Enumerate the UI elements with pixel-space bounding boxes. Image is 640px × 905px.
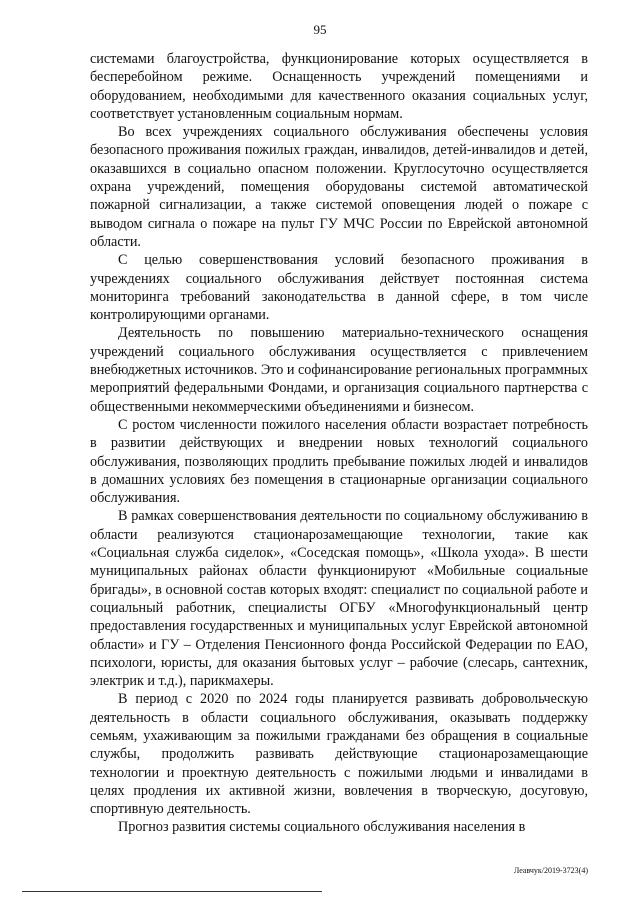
paragraph-6: В рамках совершенствования деятельности по социальному обслуживанию в области реализуются стационарозамещающие технологии, такие как «Социальная служба сиделок», «Соседская помощь», «Школа ухода». В шести муниципальных районах области функционируют «Мобильные социальные бригады», в основной состав которых входят: специалист по социальной работе и социальный работник, специалисты ОГБУ «Многофункциональный центр предоставления государственных и муниципальных услуг Еврейской автономной области» и ГУ – Отделения Пенсионного фонда Российской Федерации по ЕАО, психологи, юристы, для оказания бытовых услуг – рабочие (слесарь, сантехник, электрик и т.д.), парикмахеры.: [90, 508, 588, 690]
paragraph-5: С ростом численности пожилого населения области возрастает потребность в развитии действующих и внедрении новых технологий социального обслуживания, позволяющих продлить пребывание пожилых людей и инвалидов в домашних условиях без помещения в стационарные организации социального обслуживания.: [90, 416, 588, 507]
paragraph-3: С целью совершенствования условий безопасного проживания в учреждениях социального обслуживания действует постоянная система мониторинга требований законодательства в данной сфере, в том числе контролирующими органами.: [90, 252, 588, 324]
paragraph-4: Деятельность по повышению материально-технического оснащения учреждений социального обслуживания осуществляется с привлечением внебюджетных источников. Это и софинансирование региональных программных мероприятий федеральными Фондами, и организация социального партнерства с общественными некоммерческими объединениями и бизнесом.: [90, 325, 588, 415]
paragraph-8: Прогноз развития системы социального обслуживания населения в: [118, 819, 526, 836]
document-body: [90, 50, 588, 837]
paragraph-2: Во всех учреждениях социального обслуживания обеспечены условия безопасного проживания пожилых граждан, инвалидов, детей-инвалидов и детей, оказавшихся в социально опасном положении. Круглосуточно осуществляется охрана учреждений, помещения оборудованы системой автоматической пожарной сигнализации, а также системой оповещения людей о пожаре с выводом сигнала о пожаре на пульт ГУ МЧС России по Еврейской автономной области.: [90, 124, 588, 250]
paragraph-7: В период с 2020 по 2024 годы планируется развивать добровольческую деятельность в области социального обслуживания, оказывать поддержку семьям, ухаживающим за пожилыми гражданами без обращения в социальные службы, продолжить развивать действующие стационарозамещающие технологии и проектную деятельность с пожилыми людьми и инвалидами в целях продления их активной жизни, вовлечения в творческую, досуговую, спортивную деятельность.: [90, 691, 588, 818]
document-code: Леавчук/2019-3723(4): [513, 866, 588, 875]
footer-divider: [22, 891, 322, 892]
paragraph-1: системами благоустройства, функционирование которых осуществляется в бесперебойном режиме. Оснащенность учреждений помещениями и оборудованием, необходимыми для качественного оказания социальных услуг, соответствует установленным социальным нормам.: [90, 51, 588, 122]
page-number: 95: [313, 22, 327, 37]
